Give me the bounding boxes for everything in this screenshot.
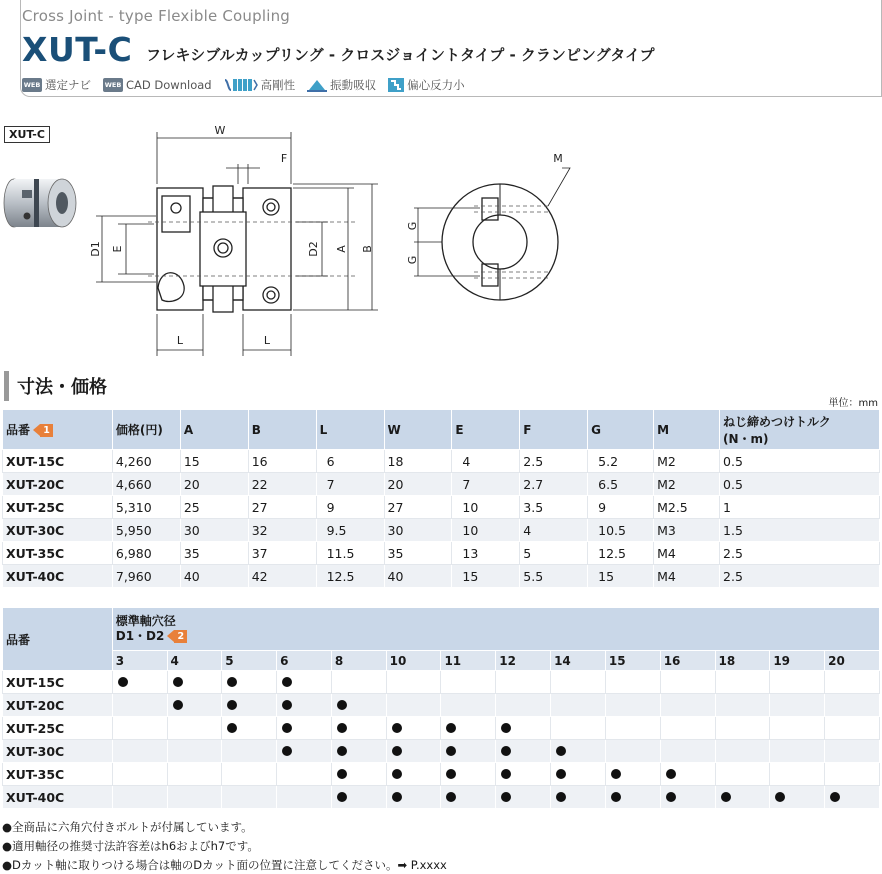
available-dot-icon	[337, 792, 347, 802]
spec-cell-t: 0.5	[720, 450, 880, 473]
availability-cell	[331, 694, 386, 717]
availability-cell	[167, 786, 222, 809]
availability-cell	[112, 717, 167, 740]
availability-cell	[277, 717, 332, 740]
availability-cell	[496, 671, 551, 694]
feature-row	[22, 77, 477, 93]
diameter-header: 19	[770, 651, 825, 671]
availability-cell	[715, 694, 770, 717]
table-row	[3, 450, 880, 473]
table-row	[3, 542, 880, 565]
spec-cell-m: M4	[654, 542, 720, 565]
feature-label: 高剛性	[260, 78, 296, 92]
note-line: ●Dカット軸に取りつける場合は軸のDカット面の位置に注意してください。➡ P.xxxx	[2, 858, 447, 872]
spec-cell-e: 10	[452, 496, 520, 519]
spec-cell-g: 12.5	[588, 542, 654, 565]
spec-cell-w: 18	[384, 450, 452, 473]
header-e: E	[452, 410, 520, 450]
availability-cell	[331, 740, 386, 763]
availability-cell	[112, 671, 167, 694]
available-dot-icon	[227, 700, 237, 710]
spec-cell-m: M4	[654, 565, 720, 588]
available-dot-icon	[282, 677, 292, 687]
spec-cell-a: 25	[180, 496, 248, 519]
availability-cell	[551, 740, 606, 763]
available-dot-icon	[227, 677, 237, 687]
available-dot-icon	[446, 746, 456, 756]
available-dot-icon	[392, 746, 402, 756]
available-dot-icon	[775, 792, 785, 802]
availability-cell	[770, 694, 825, 717]
availability-cell	[167, 694, 222, 717]
available-dot-icon	[446, 769, 456, 779]
available-dot-icon	[501, 792, 511, 802]
availability-cell	[277, 671, 332, 694]
spec-cell-b: 32	[248, 519, 316, 542]
spec-cell-l: 7	[316, 473, 384, 496]
availability-cell	[605, 671, 660, 694]
availability-cell	[825, 740, 880, 763]
availability-cell	[770, 717, 825, 740]
feature-high-rigidity	[224, 77, 296, 93]
diameter-header: 3	[112, 651, 167, 671]
misalignment-icon	[388, 78, 404, 92]
diameter-header: 4	[167, 651, 222, 671]
availability-cell	[551, 694, 606, 717]
part-number-cell: XUT-35C	[3, 542, 113, 565]
available-dot-icon	[666, 792, 676, 802]
availability-cell	[496, 717, 551, 740]
availability-cell	[496, 740, 551, 763]
feature-selection-navi[interactable]	[22, 77, 91, 93]
availability-cell	[660, 694, 715, 717]
available-dot-icon	[173, 677, 183, 687]
table-row	[3, 694, 880, 717]
availability-cell	[551, 763, 606, 786]
spec-cell-b: 27	[248, 496, 316, 519]
diameter-header: 16	[660, 651, 715, 671]
availability-cell	[441, 740, 496, 763]
spec-cell-t: 2.5	[720, 565, 880, 588]
web-badge-icon: WEB	[103, 78, 123, 92]
availability-cell	[277, 763, 332, 786]
availability-cell	[386, 763, 441, 786]
dim-label-d2: D2	[307, 241, 320, 257]
available-dot-icon	[118, 677, 128, 687]
availability-cell	[496, 694, 551, 717]
availability-cell	[167, 717, 222, 740]
availability-cell	[112, 694, 167, 717]
available-dot-icon	[556, 769, 566, 779]
product-tag: XUT-C	[4, 126, 50, 143]
note-badge-1: 1	[40, 424, 53, 437]
availability-cell	[222, 740, 277, 763]
spec-cell-b: 22	[248, 473, 316, 496]
available-dot-icon	[282, 700, 292, 710]
availability-cell	[222, 763, 277, 786]
spec-cell-g: 15	[588, 565, 654, 588]
spec-cell-w: 30	[384, 519, 452, 542]
availability-cell	[605, 786, 660, 809]
spec-cell-w: 27	[384, 496, 452, 519]
subtitle: Cross Joint - type Flexible Coupling	[22, 7, 291, 25]
availability-cell	[386, 717, 441, 740]
available-dot-icon	[556, 746, 566, 756]
availability-cell	[277, 786, 332, 809]
spec-cell-price: 5,950	[112, 519, 180, 542]
unit-label: 単位：mm	[828, 398, 878, 409]
diameter-header: 20	[825, 651, 880, 671]
availability-cell	[770, 763, 825, 786]
spec-cell-e: 7	[452, 473, 520, 496]
spec-cell-l: 12.5	[316, 565, 384, 588]
part-number-cell: XUT-35C	[3, 763, 113, 786]
spec-cell-w: 20	[384, 473, 452, 496]
header-m: M	[654, 410, 720, 450]
available-dot-icon	[282, 723, 292, 733]
available-dot-icon	[392, 723, 402, 733]
spec-cell-e: 4	[452, 450, 520, 473]
spec-cell-e: 13	[452, 542, 520, 565]
availability-cell	[551, 786, 606, 809]
availability-cell	[331, 786, 386, 809]
spec-cell-f: 2.5	[520, 450, 588, 473]
available-dot-icon	[173, 700, 183, 710]
spec-cell-b: 37	[248, 542, 316, 565]
availability-cell	[605, 763, 660, 786]
feature-vibration-absorb	[307, 77, 376, 93]
table-row	[3, 473, 880, 496]
spec-cell-a: 30	[180, 519, 248, 542]
spec-cell-l: 11.5	[316, 542, 384, 565]
diameter-header: 12	[496, 651, 551, 671]
dim-label-d1: D1	[89, 241, 102, 257]
availability-cell	[770, 740, 825, 763]
spec-cell-m: M3	[654, 519, 720, 542]
availability-cell	[715, 786, 770, 809]
spec-cell-e: 10	[452, 519, 520, 542]
availability-cell	[715, 671, 770, 694]
availability-cell	[277, 740, 332, 763]
availability-cell	[660, 763, 715, 786]
spec-cell-g: 6.5	[588, 473, 654, 496]
available-dot-icon	[501, 769, 511, 779]
available-dot-icon	[501, 723, 511, 733]
spec-cell-t: 0.5	[720, 473, 880, 496]
header-b: B	[248, 410, 316, 450]
model-title: XUT-C	[22, 30, 133, 69]
availability-cell	[167, 763, 222, 786]
spec-cell-price: 4,260	[112, 450, 180, 473]
availability-cell	[605, 694, 660, 717]
availability-cell	[331, 763, 386, 786]
available-dot-icon	[666, 769, 676, 779]
spec-cell-l: 6	[316, 450, 384, 473]
part-number-cell: XUT-40C	[3, 786, 113, 809]
spec-cell-a: 20	[180, 473, 248, 496]
spec-table	[2, 409, 880, 588]
shaft-bore-table	[2, 607, 880, 809]
shaft-header-group: 標準軸穴径 D1・D2 2	[112, 608, 879, 651]
note-line: ●全商品に六角穴付きボルトが付属しています。	[2, 820, 253, 834]
availability-cell	[167, 740, 222, 763]
spec-cell-f: 2.7	[520, 473, 588, 496]
table-row	[3, 519, 880, 542]
available-dot-icon	[227, 723, 237, 733]
header-a: A	[180, 410, 248, 450]
shaft-header-part-number: 品番	[3, 608, 113, 671]
part-number-cell: XUT-25C	[3, 717, 113, 740]
spec-cell-g: 9	[588, 496, 654, 519]
table-row	[3, 786, 880, 809]
dim-label-l2: L	[263, 334, 271, 347]
diameter-header: 14	[551, 651, 606, 671]
availability-cell	[551, 717, 606, 740]
available-dot-icon	[337, 723, 347, 733]
spec-cell-t: 2.5	[720, 542, 880, 565]
table-row	[3, 496, 880, 519]
dim-label-m: M	[553, 152, 563, 165]
available-dot-icon	[446, 723, 456, 733]
available-dot-icon	[611, 792, 621, 802]
header-f: F	[520, 410, 588, 450]
available-dot-icon	[392, 769, 402, 779]
dim-label-a: A	[335, 245, 348, 253]
dim-label-l1: L	[176, 334, 184, 347]
note-badge-2: 2	[174, 630, 187, 643]
availability-cell	[441, 763, 496, 786]
dim-label-e: E	[111, 245, 124, 253]
availability-cell	[277, 694, 332, 717]
spec-cell-b: 42	[248, 565, 316, 588]
availability-cell	[386, 694, 441, 717]
spec-cell-m: M2	[654, 450, 720, 473]
diameter-header: 11	[441, 651, 496, 671]
spec-cell-l: 9	[316, 496, 384, 519]
availability-cell	[605, 717, 660, 740]
header-w: W	[384, 410, 452, 450]
available-dot-icon	[556, 792, 566, 802]
header-g: G	[588, 410, 654, 450]
spec-cell-w: 35	[384, 542, 452, 565]
availability-cell	[715, 717, 770, 740]
availability-cell	[112, 740, 167, 763]
spec-cell-a: 40	[180, 565, 248, 588]
spec-cell-price: 5,310	[112, 496, 180, 519]
header-torque: ねじ締めつけトルク (N・m)	[720, 410, 880, 450]
spec-cell-price: 4,660	[112, 473, 180, 496]
diameter-header: 5	[222, 651, 277, 671]
part-number-cell: XUT-25C	[3, 496, 113, 519]
section-bar	[4, 371, 9, 401]
dim-label-g-top: G	[406, 221, 419, 231]
spec-cell-a: 35	[180, 542, 248, 565]
availability-cell	[331, 671, 386, 694]
table-row	[3, 671, 880, 694]
availability-cell	[660, 740, 715, 763]
spec-cell-price: 6,980	[112, 542, 180, 565]
availability-cell	[825, 694, 880, 717]
end-view-drawing	[400, 146, 590, 306]
availability-cell	[660, 786, 715, 809]
spec-cell-e: 15	[452, 565, 520, 588]
availability-cell	[715, 740, 770, 763]
feature-low-reaction	[388, 77, 465, 93]
feature-label: CAD Download	[126, 78, 212, 92]
spec-cell-m: M2.5	[654, 496, 720, 519]
spec-cell-price: 7,960	[112, 565, 180, 588]
header-price: 価格(円)	[112, 410, 180, 450]
diameter-header: 10	[386, 651, 441, 671]
available-dot-icon	[337, 700, 347, 710]
diameter-header: 8	[331, 651, 386, 671]
diameter-header: 6	[277, 651, 332, 671]
spec-cell-w: 40	[384, 565, 452, 588]
availability-cell	[112, 763, 167, 786]
availability-cell	[222, 694, 277, 717]
availability-cell	[496, 786, 551, 809]
dim-label-g-bottom: G	[406, 255, 419, 265]
dim-label-b: B	[361, 245, 374, 253]
spring-rigidity-icon	[224, 78, 258, 92]
availability-cell	[386, 786, 441, 809]
availability-cell	[222, 671, 277, 694]
part-number-cell: XUT-40C	[3, 565, 113, 588]
part-number-cell: XUT-30C	[3, 740, 113, 763]
coupling-photo	[0, 168, 82, 238]
availability-cell	[825, 763, 880, 786]
availability-cell	[825, 671, 880, 694]
availability-cell	[222, 786, 277, 809]
table-row	[3, 717, 880, 740]
web-badge-icon: WEB	[22, 78, 42, 92]
part-number-cell: XUT-15C	[3, 450, 113, 473]
diameter-header: 15	[605, 651, 660, 671]
availability-cell	[222, 717, 277, 740]
part-number-cell: XUT-15C	[3, 671, 113, 694]
available-dot-icon	[337, 746, 347, 756]
availability-cell	[605, 740, 660, 763]
availability-cell	[386, 740, 441, 763]
availability-cell	[441, 717, 496, 740]
available-dot-icon	[501, 746, 511, 756]
dim-label-w: W	[214, 124, 226, 137]
availability-cell	[496, 763, 551, 786]
available-dot-icon	[721, 792, 731, 802]
availability-cell	[441, 694, 496, 717]
available-dot-icon	[830, 792, 840, 802]
spec-cell-g: 5.2	[588, 450, 654, 473]
note-line: ●適用軸径の推奨寸法許容差はh6およびh7です。	[2, 839, 259, 853]
availability-cell	[660, 717, 715, 740]
available-dot-icon	[337, 769, 347, 779]
spec-cell-f: 5	[520, 542, 588, 565]
available-dot-icon	[282, 746, 292, 756]
table-row	[3, 740, 880, 763]
available-dot-icon	[611, 769, 621, 779]
feature-label: 振動吸収	[330, 78, 377, 92]
availability-cell	[660, 671, 715, 694]
dim-label-f: F	[280, 152, 288, 165]
availability-cell	[441, 671, 496, 694]
availability-cell	[825, 717, 880, 740]
availability-cell	[770, 786, 825, 809]
spec-cell-a: 15	[180, 450, 248, 473]
table-row	[3, 565, 880, 588]
availability-cell	[331, 717, 386, 740]
vibration-absorb-icon	[307, 78, 327, 92]
spec-cell-l: 9.5	[316, 519, 384, 542]
available-dot-icon	[392, 792, 402, 802]
feature-label: 選定ナビ	[45, 78, 91, 92]
spec-cell-t: 1	[720, 496, 880, 519]
model-description: フレキシブルカップリング - クロスジョイントタイプ - クランピングタイプ	[146, 46, 655, 64]
feature-cad-download[interactable]	[103, 78, 212, 92]
side-view-drawing	[88, 118, 388, 358]
header-part-number: 品番 1	[3, 410, 113, 450]
availability-cell	[441, 786, 496, 809]
availability-cell	[770, 671, 825, 694]
availability-cell	[825, 786, 880, 809]
spec-cell-f: 5.5	[520, 565, 588, 588]
section-heading	[4, 371, 107, 401]
spec-cell-f: 4	[520, 519, 588, 542]
spec-cell-g: 10.5	[588, 519, 654, 542]
availability-cell	[167, 671, 222, 694]
availability-cell	[551, 671, 606, 694]
available-dot-icon	[446, 792, 456, 802]
spec-cell-f: 3.5	[520, 496, 588, 519]
availability-cell	[386, 671, 441, 694]
diameter-header: 18	[715, 651, 770, 671]
notes	[2, 818, 447, 874]
part-number-cell: XUT-20C	[3, 694, 113, 717]
spec-cell-t: 1.5	[720, 519, 880, 542]
part-number-cell: XUT-20C	[3, 473, 113, 496]
part-number-cell: XUT-30C	[3, 519, 113, 542]
availability-cell	[112, 786, 167, 809]
spec-cell-b: 16	[248, 450, 316, 473]
table-row	[3, 763, 880, 786]
feature-label: 偏心反力小	[407, 78, 465, 92]
section-title: 寸法・価格	[17, 377, 107, 398]
availability-cell	[715, 763, 770, 786]
spec-cell-m: M2	[654, 473, 720, 496]
header-l: L	[316, 410, 384, 450]
